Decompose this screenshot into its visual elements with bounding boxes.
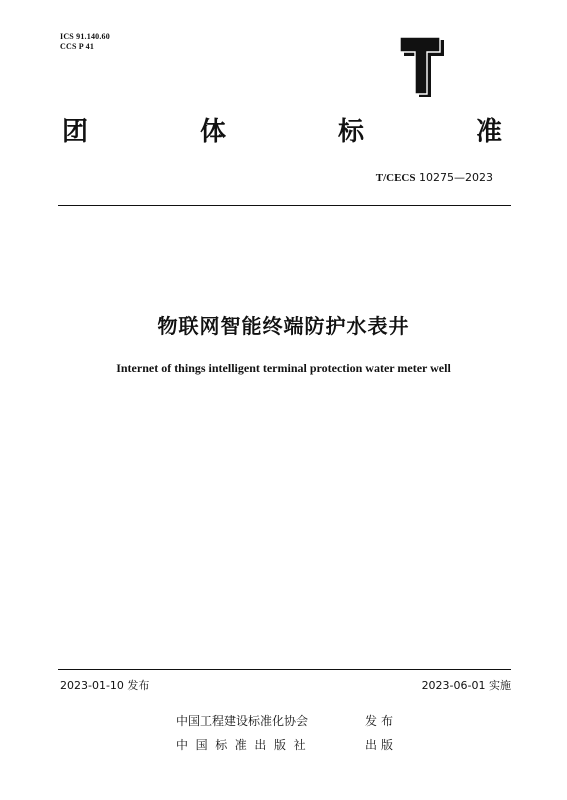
standard-number-prefix: T/CECS [375, 172, 416, 184]
standard-type-char-2: 体 [199, 117, 226, 147]
ccs-code: CCS P 41 [60, 42, 95, 51]
publisher-action: 发布 [365, 714, 398, 728]
standard-number [376, 171, 493, 185]
classification-codes [60, 32, 110, 52]
standard-type-char-3: 标 [337, 117, 364, 147]
chinese-title: 物联网智能终端防护水表井 [157, 314, 410, 338]
english-title: Internet of things intelligent terminal protection water meter well [116, 361, 451, 375]
publisher-row [176, 737, 397, 753]
bottom-divider [58, 669, 511, 670]
standard-type-heading [62, 116, 502, 148]
issue-date: 2023-01-10 发布 [60, 679, 150, 692]
publisher-row [176, 713, 397, 729]
standard-number-value: 10275—2023 [419, 171, 493, 184]
standard-type-char-1: 团 [62, 117, 89, 147]
publisher-name: 中国工程建设标准化协会 [176, 714, 309, 728]
publisher-action: 出版 [365, 738, 398, 752]
publisher-name: 中国标准出版社 [176, 738, 314, 752]
ics-code: ICS 91.140.60 [60, 32, 110, 41]
implementation-date: 2023-06-01 实施 [421, 679, 511, 692]
top-divider [58, 205, 511, 206]
standard-type-char-4: 准 [475, 117, 502, 147]
standard-t-logo-icon [398, 36, 446, 98]
